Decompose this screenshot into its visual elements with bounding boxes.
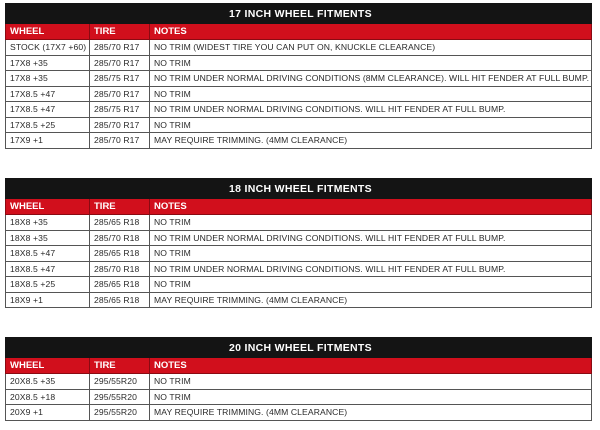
tire-cell: 295/55R20 (90, 389, 150, 405)
fitment-table-18-inch (5, 178, 592, 308)
column-header-notes: NOTES (150, 358, 592, 374)
tire-cell: 285/70 R17 (90, 117, 150, 133)
wheel-cell: 18X8.5 +25 (6, 277, 90, 293)
column-header-tire: TIRE (90, 358, 150, 374)
notes-cell: NO TRIM UNDER NORMAL DRIVING CONDITIONS. WILL HIT FENDER AT FULL BUMP. (150, 230, 592, 246)
tire-cell: 285/65 R18 (90, 215, 150, 231)
notes-cell: NO TRIM (150, 86, 592, 102)
notes-cell: MAY REQUIRE TRIMMING. (4MM CLEARANCE) (150, 133, 592, 149)
table-header-row (6, 199, 592, 215)
notes-cell: MAY REQUIRE TRIMMING. (4MM CLEARANCE) (150, 405, 592, 421)
table-header-row (6, 24, 592, 40)
column-header-notes: NOTES (150, 24, 592, 40)
table-row (6, 246, 592, 262)
table-row (6, 277, 592, 293)
notes-cell: NO TRIM (WIDEST TIRE YOU CAN PUT ON, KNUCKLE CLEARANCE) (150, 40, 592, 56)
wheel-cell: 17X8.5 +47 (6, 86, 90, 102)
table-row (6, 230, 592, 246)
notes-cell: NO TRIM (150, 55, 592, 71)
wheel-cell: STOCK (17X7 +60) (6, 40, 90, 56)
notes-cell: NO TRIM (150, 215, 592, 231)
table-title-row (6, 179, 592, 199)
table-title-row (6, 4, 592, 24)
tire-cell: 285/75 R17 (90, 71, 150, 87)
table-row (6, 215, 592, 231)
column-header-wheel: WHEEL (6, 358, 90, 374)
table-row (6, 374, 592, 390)
table-row (6, 71, 592, 87)
table-row (6, 389, 592, 405)
table-title: 18 INCH WHEEL FITMENTS (6, 179, 592, 199)
wheel-cell: 17X8.5 +47 (6, 102, 90, 118)
table-row (6, 117, 592, 133)
wheel-cell: 17X9 +1 (6, 133, 90, 149)
table-row (6, 292, 592, 308)
notes-cell: NO TRIM UNDER NORMAL DRIVING CONDITIONS (8MM CLEARANCE). WILL HIT FENDER AT FULL BUMP. (150, 71, 592, 87)
table-row (6, 133, 592, 149)
notes-cell: MAY REQUIRE TRIMMING. (4MM CLEARANCE) (150, 292, 592, 308)
wheel-cell: 18X9 +1 (6, 292, 90, 308)
wheel-cell: 18X8.5 +47 (6, 261, 90, 277)
table-title: 17 INCH WHEEL FITMENTS (6, 4, 592, 24)
wheel-cell: 18X8 +35 (6, 230, 90, 246)
column-header-tire: TIRE (90, 199, 150, 215)
table-row (6, 261, 592, 277)
tire-cell: 285/75 R17 (90, 102, 150, 118)
wheel-cell: 20X8.5 +18 (6, 389, 90, 405)
tire-cell: 295/55R20 (90, 374, 150, 390)
table-title-row (6, 338, 592, 358)
table-row (6, 40, 592, 56)
table-row (6, 102, 592, 118)
table-header-row (6, 358, 592, 374)
column-header-notes: NOTES (150, 199, 592, 215)
tire-cell: 285/65 R18 (90, 292, 150, 308)
table-row (6, 86, 592, 102)
tire-cell: 285/70 R17 (90, 86, 150, 102)
notes-cell: NO TRIM (150, 117, 592, 133)
tire-cell: 285/65 R18 (90, 277, 150, 293)
wheel-cell: 20X9 +1 (6, 405, 90, 421)
tire-cell: 285/70 R18 (90, 230, 150, 246)
column-header-tire: TIRE (90, 24, 150, 40)
tire-cell: 285/70 R17 (90, 40, 150, 56)
fitment-table-20-inch (5, 337, 592, 421)
table-row (6, 405, 592, 421)
fitment-table-17-inch (5, 3, 592, 149)
wheel-cell: 20X8.5 +35 (6, 374, 90, 390)
tire-cell: 295/55R20 (90, 405, 150, 421)
notes-cell: NO TRIM (150, 374, 592, 390)
tire-cell: 285/70 R18 (90, 261, 150, 277)
tire-cell: 285/70 R17 (90, 133, 150, 149)
notes-cell: NO TRIM UNDER NORMAL DRIVING CONDITIONS. WILL HIT FENDER AT FULL BUMP. (150, 261, 592, 277)
table-row (6, 55, 592, 71)
column-header-wheel: WHEEL (6, 24, 90, 40)
column-header-wheel: WHEEL (6, 199, 90, 215)
wheel-cell: 17X8 +35 (6, 55, 90, 71)
notes-cell: NO TRIM (150, 246, 592, 262)
notes-cell: NO TRIM (150, 389, 592, 405)
table-title: 20 INCH WHEEL FITMENTS (6, 338, 592, 358)
wheel-cell: 17X8.5 +25 (6, 117, 90, 133)
tire-cell: 285/65 R18 (90, 246, 150, 262)
tire-cell: 285/70 R17 (90, 55, 150, 71)
notes-cell: NO TRIM (150, 277, 592, 293)
wheel-cell: 17X8 +35 (6, 71, 90, 87)
wheel-cell: 18X8 +35 (6, 215, 90, 231)
wheel-cell: 18X8.5 +47 (6, 246, 90, 262)
notes-cell: NO TRIM UNDER NORMAL DRIVING CONDITIONS. WILL HIT FENDER AT FULL BUMP. (150, 102, 592, 118)
